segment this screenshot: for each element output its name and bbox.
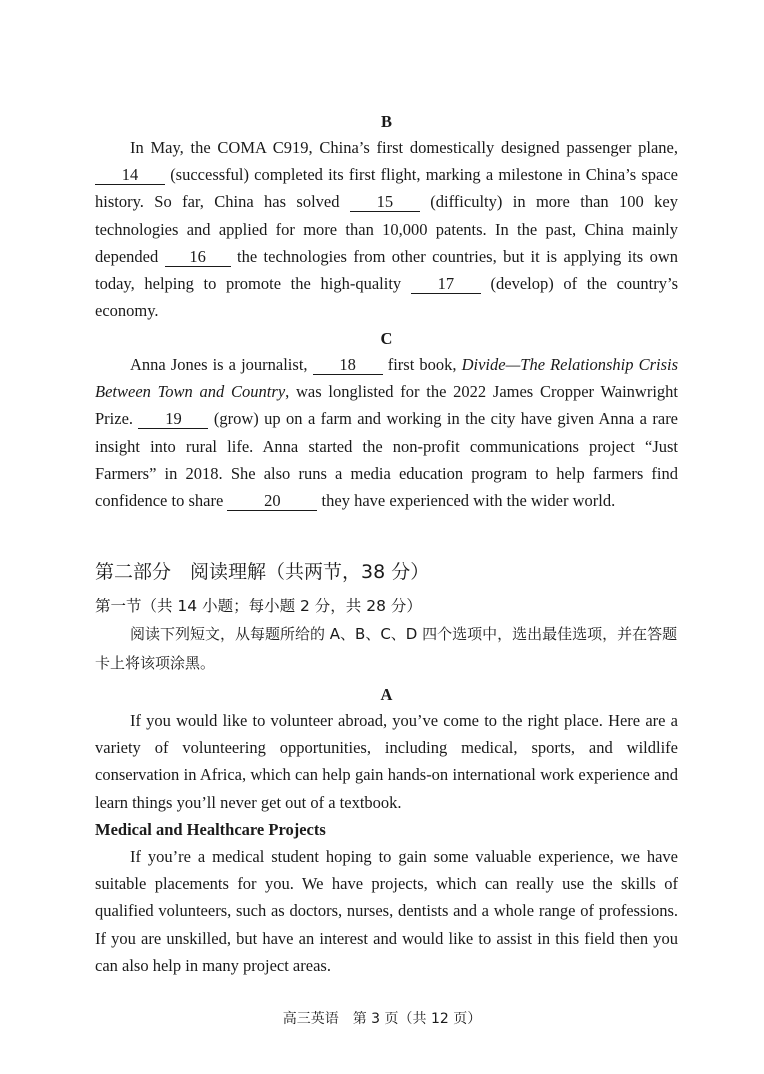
section-c-text-1: Anna Jones is a journalist, (130, 355, 308, 374)
section-b-text-5: (develop) of the country’s economy. (95, 274, 679, 321)
section-one-title: 第一节（共 14 小题；每小题 2 分，共 28 分） (95, 597, 422, 615)
blank-15: 15 (350, 193, 420, 212)
section-c-text-4: (grow) up on a farm and working in the city have given Anna a rare insight into rural life. Anna started the non-profit communications project “Just Farmers” in 2018. She also runs a media education program to help farmers find confidence to share (95, 409, 679, 511)
passage-a-heading: A (380, 685, 393, 704)
section-c-paragraph (95, 351, 678, 514)
section-b-text-4: the technologies from other countries, but it is applying its own today, helping to promote the high-quality (95, 246, 679, 294)
page-footer: 高三英语 第 3 页（共 12 页） (282, 1011, 482, 1027)
section-c-text-2: first book, (387, 355, 457, 374)
book-title: Divide—The Relationship Crisis Between Town and Country (95, 355, 679, 402)
medical-subheading: Medical and Healthcare Projects (95, 820, 326, 839)
blank-18: 18 (313, 356, 383, 375)
section-b-text-1: In May, the COMA C919, China’s first domestically designed passenger plane, (130, 138, 678, 157)
section-b-paragraph (95, 134, 678, 324)
section-c-heading: C (380, 329, 393, 348)
section-c-text-3: , was longlisted for the 2022 James Cropper Wainwright Prize. (95, 382, 678, 429)
section-b-heading: B (380, 112, 392, 131)
blank-16: 16 (165, 248, 231, 267)
blank-19: 19 (138, 410, 208, 429)
section-b-text-3: (difficulty) in more than 100 key technologies and applied for more than 10,000 patents. In the past, China mainly depended (95, 192, 679, 266)
instructions-text: 阅读下列短文，从每题所给的 A、B、C、D 四个选项中，选出最佳选项，并在答题卡上将该项涂黑。 (95, 625, 678, 672)
blank-14: 14 (95, 166, 165, 185)
medical-paragraph: If you’re a medical student hoping to gain some valuable experience, we have suitable placements for you. We have projects, which can really use the skills of qualified volunteers, such as doctors, nurses, dentists and a whole range of professions. If you are unskilled, but have an interest and would like to assist in this field then you can also help in many project areas. (95, 847, 678, 975)
section-b-text-2: (successful) completed its first flight, marking a milestone in China’s space history. So far, China has solved (95, 165, 678, 212)
blank-17: 17 (411, 275, 481, 294)
passage-a-intro: If you would like to volunteer abroad, you’ve come to the right place. Here are a variety of volunteering opportunities, including medical, sports, and wildlife conservation in Africa, which can help gain hands-on international work experience and learn things you’ll never get out of a textbook. (95, 711, 678, 812)
part-two-title: 第二部分 阅读理解（共两节，38 分） (95, 561, 430, 583)
section-c-text-5: they have experienced with the wider world. (321, 491, 616, 511)
blank-20: 20 (227, 492, 317, 511)
